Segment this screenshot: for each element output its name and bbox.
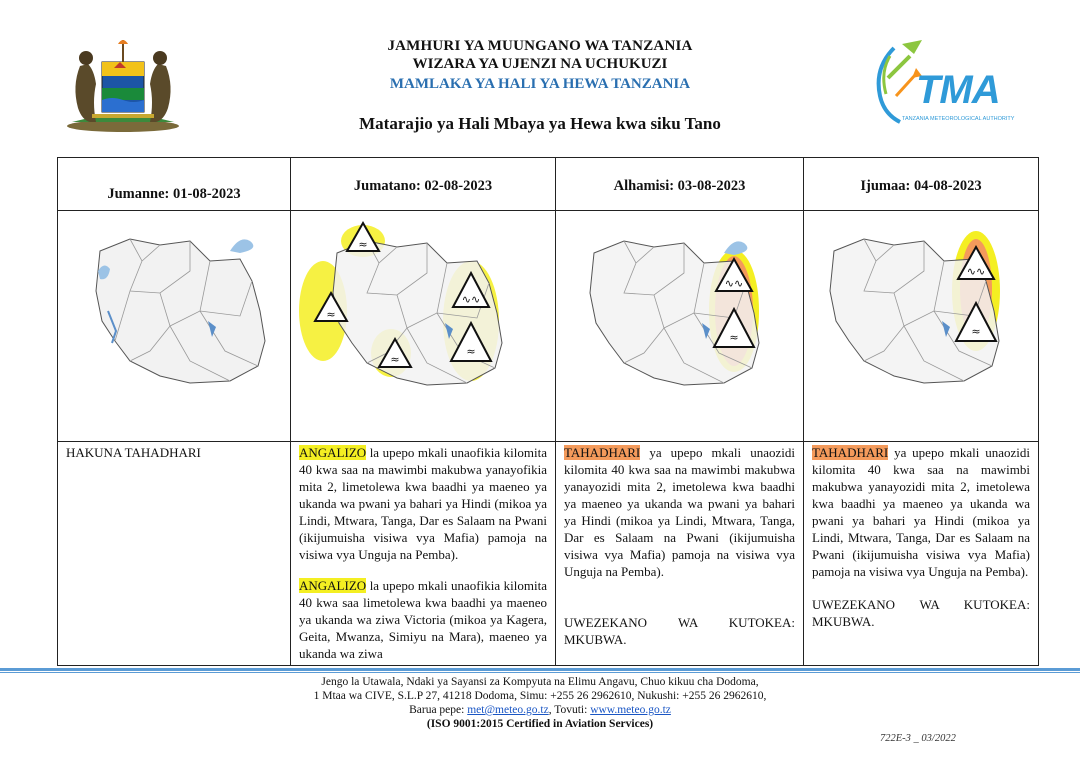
footer-contact: Barua pepe: met@meteo.go.tz, Tovuti: www.meteo.go.tz xyxy=(409,704,671,716)
map-cell xyxy=(804,211,1039,442)
tanzania-map-warning-icon xyxy=(556,211,804,436)
day-header-row xyxy=(58,158,1039,211)
advisory-paragraph: ANGALIZO la upepo mkali unaofikia kilomita 40 kwa saa limetolewa kwa baadhi ya maeneo ya ukanda wa ziwa Victoria (mikoa ya Kagera, Geita, Mwanza, Simiyu na Mara), maeneo ya ukanda wa ziwa xyxy=(299,578,547,661)
advisory-label: ANGALIZO xyxy=(299,445,367,460)
footer-rule xyxy=(0,668,1080,671)
svg-text:∿∿: ∿∿ xyxy=(461,293,481,306)
no-warning-text: HAKUNA TAHADHARI xyxy=(66,445,201,460)
day-text-cell xyxy=(291,442,556,666)
tma-logo-text: TMA xyxy=(916,68,1000,112)
text-row xyxy=(58,442,1039,666)
page-title: Matarajio ya Hali Mbaya ya Hewa kwa siku Tano xyxy=(359,114,721,133)
svg-text:≈: ≈ xyxy=(358,238,368,251)
warning-label: TAHADHARI xyxy=(564,445,641,460)
day-header: Jumatano: 02-08-2023 xyxy=(291,158,556,211)
header-agency: MAMLAKA YA HALI YA HEWA TANZANIA xyxy=(389,76,691,92)
footer-address-1: Jengo la Utawala, Ndaki ya Sayansi za Kompyuta na Elimu Angavu, Chuo kikuu cha Dodoma, xyxy=(321,676,759,688)
likelihood-text: UWEZEKANO WA KUTOKEA: MKUBWA. xyxy=(812,597,1030,629)
map-row xyxy=(58,211,1039,442)
advisory-paragraph: ANGALIZO la upepo mkali unaofikia kilomita 40 kwa saa na mawimbi makubwa yanayofikia mita 2, limetolewa kwa baadhi ya maeneo ya ukanda wa pwani ya bahari ya Hindi (mikoa ya Lindi, Mtwara, Tanga, Dar es Salaam na Pwani (ikijumuisha visiwa vya Mafia) pamoja na visiwa vya Unguja na Pemba). xyxy=(299,445,547,562)
advisory-label: ANGALIZO xyxy=(299,578,367,593)
day-header: Ijumaa: 04-08-2023 xyxy=(804,158,1039,211)
svg-text:≈: ≈ xyxy=(326,308,336,321)
svg-text:≈: ≈ xyxy=(971,325,981,338)
day-header: Jumanne: 01-08-2023 xyxy=(58,158,291,211)
footer-certification: (ISO 9001:2015 Certified in Aviation Services) xyxy=(426,718,654,730)
website-link[interactable]: www.meteo.go.tz xyxy=(590,704,671,716)
map-cell xyxy=(556,211,804,442)
day-text-cell xyxy=(58,442,291,666)
forecast-table xyxy=(57,157,1039,666)
warning-label: TAHADHARI xyxy=(812,445,889,460)
header-republic: JAMHURI YA MUUNGANO WA TANZANIA xyxy=(387,38,693,54)
tanzania-map-advisory-icon xyxy=(291,211,556,436)
warning-paragraph: TAHADHARI ya upepo mkali unaozidi kilomita 40 kwa saa na mawimbi makubwa yanayozidi mita 2, imetolewa kwa baadhi ya maeneo ya ukanda wa pwani ya bahari ya Hindi (mikoa ya Lindi, Mtwara, Tanga, Dar es Salaam na Pwani (ikijumuisha visiwa vya Mafia) pamoja na visiwa vya Unguja na Pemba). xyxy=(812,445,1030,579)
svg-text:∿∿: ∿∿ xyxy=(724,277,744,290)
email-link[interactable]: met@meteo.go.tz xyxy=(467,704,549,716)
header-ministry: WIZARA YA UJENZI NA UCHUKUZI xyxy=(412,56,668,72)
footer-rule-thin xyxy=(0,672,1080,673)
tma-logo-subtext: TANZANIA METEOROLOGICAL AUTHORITY xyxy=(902,116,1015,122)
document-code: 722E-3 _ 03/2022 xyxy=(880,733,956,744)
footer-address-2: 1 Mtaa wa CIVE, S.L.P 27, 41218 Dodoma, Simu: +255 26 2962610, Nukushi: +255 26 2962610, xyxy=(313,690,767,702)
svg-text:≈: ≈ xyxy=(390,353,400,366)
svg-text:≈: ≈ xyxy=(729,331,739,344)
svg-text:∿∿: ∿∿ xyxy=(966,265,986,278)
day-text-cell xyxy=(556,442,804,666)
svg-text:≈: ≈ xyxy=(466,345,476,358)
day-header: Alhamisi: 03-08-2023 xyxy=(556,158,804,211)
likelihood-text: UWEZEKANO WA KUTOKEA: MKUBWA. xyxy=(564,615,795,647)
tanzania-map-warning-icon xyxy=(804,211,1039,436)
map-cell xyxy=(291,211,556,442)
map-cell xyxy=(58,211,291,442)
day-text-cell xyxy=(804,442,1039,666)
warning-paragraph: TAHADHARI ya upepo mkali unaozidi kilomita 40 kwa saa na mawimbi makubwa yanayozidi mita 2, imetolewa kwa baadhi ya maeneo ya ukanda wa pwani ya bahari ya Hindi (mikoa ya Lindi, Mtwara, Tanga, Dar es Salaam na Pwani (ikijumuisha visiwa vya Mafia) pamoja na visiwa vya Unguja na Pemba). xyxy=(564,445,795,579)
tanzania-map-icon xyxy=(58,211,291,436)
